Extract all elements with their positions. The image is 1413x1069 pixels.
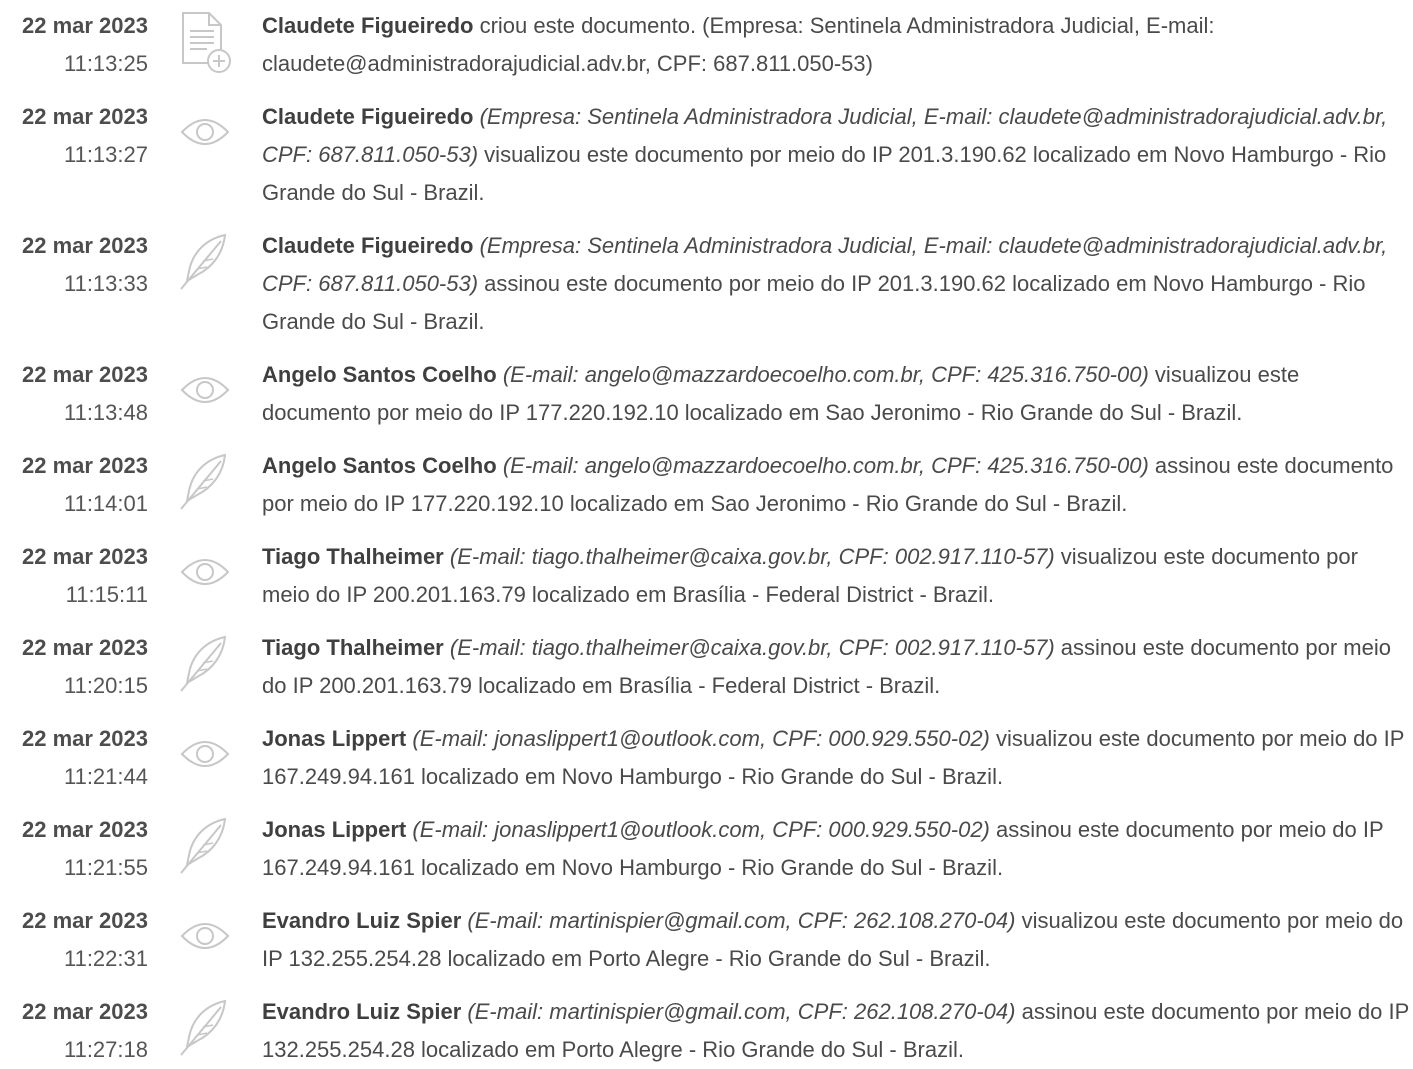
entry-text: [262, 720, 1413, 796]
signer-name: Evandro Luiz Spier: [262, 999, 462, 1024]
entry-action: assinou este documento por meio do IP 177.220.192.10 localizado em Sao Jeronimo - Rio Grande do Sul - Brazil.: [262, 453, 1394, 516]
signer-name: Claudete Figueiredo: [262, 233, 474, 258]
timestamp: [0, 538, 148, 614]
entry-action: visualizou este documento por meio do IP 201.3.190.62 localizado em Novo Hamburgo - Rio Grande do Sul - Brazil.: [262, 142, 1387, 205]
log-entry: [0, 7, 1413, 83]
entry-date: 22 mar 2023: [22, 362, 148, 387]
timestamp: [0, 98, 148, 174]
eye-icon: [148, 98, 262, 166]
signer-details: (E-mail: martinispier@gmail.com, CPF: 262.108.270-04): [467, 999, 1016, 1024]
entry-date: 22 mar 2023: [22, 817, 148, 842]
signer-name: Jonas Lippert: [262, 726, 407, 751]
entry-action: assinou este documento por meio do IP 167.249.94.161 localizado em Novo Hamburgo - Rio Grande do Sul - Brazil.: [262, 817, 1384, 880]
signer-name: Tiago Thalheimer: [262, 544, 444, 569]
entry-action: visualizou este documento por meio do IP 177.220.192.10 localizado em Sao Jeronimo - Rio Grande do Sul - Brazil.: [262, 362, 1300, 425]
log-entry: [0, 447, 1413, 523]
entry-time: 11:20:15: [63, 673, 148, 698]
log-entry: [0, 902, 1413, 978]
log-entry: [0, 720, 1413, 796]
signer-name: Angelo Santos Coelho: [262, 453, 497, 478]
entry-action: criou este documento. (Empresa: Sentinela Administradora Judicial, E-mail: claudete@administradorajudicial.adv.br, CPF: 687.811.050-53): [262, 13, 1215, 76]
entry-text: [262, 227, 1413, 341]
signer-name: Claudete Figueiredo: [262, 13, 474, 38]
entry-time: 11:13:48: [63, 400, 148, 425]
signer-name: Angelo Santos Coelho: [262, 362, 497, 387]
entry-date: 22 mar 2023: [22, 999, 148, 1024]
entry-time: 11:21:44: [63, 764, 148, 789]
entry-date: 22 mar 2023: [22, 908, 148, 933]
entry-time: 11:22:31: [63, 946, 148, 971]
signer-name: Tiago Thalheimer: [262, 635, 444, 660]
timestamp: [0, 993, 148, 1069]
entry-action: visualizou este documento por meio do IP 132.255.254.28 localizado em Porto Alegre - Rio Grande do Sul - Brazil.: [262, 908, 1404, 971]
signer-details: (E-mail: jonaslippert1@outlook.com, CPF: 000.929.550-02): [412, 726, 990, 751]
entry-date: 22 mar 2023: [22, 544, 148, 569]
signer-name: Evandro Luiz Spier: [262, 908, 462, 933]
signer-details: (E-mail: tiago.thalheimer@caixa.gov.br, CPF: 002.917.110-57): [449, 635, 1055, 660]
document-add-icon: [148, 7, 262, 75]
timestamp: [0, 7, 148, 83]
eye-icon: [148, 356, 262, 424]
entry-action: assinou este documento por meio do IP 132.255.254.28 localizado em Porto Alegre - Rio Grande do Sul - Brazil.: [262, 999, 1409, 1062]
signer-details: (E-mail: jonaslippert1@outlook.com, CPF: 000.929.550-02): [412, 817, 990, 842]
entry-action: assinou este documento por meio do IP 200.201.163.79 localizado em Brasília - Federal District - Brazil.: [262, 635, 1391, 698]
signer-name: Jonas Lippert: [262, 817, 407, 842]
timestamp: [0, 811, 148, 887]
log-entry: [0, 538, 1413, 614]
entry-text: [262, 98, 1413, 212]
entry-text: [262, 629, 1413, 705]
log-entry: [0, 629, 1413, 705]
eye-icon: [148, 538, 262, 606]
entry-text: [262, 993, 1413, 1069]
entry-time: 11:13:33: [63, 271, 148, 296]
entry-date: 22 mar 2023: [22, 635, 148, 660]
eye-icon: [148, 720, 262, 788]
entry-action: visualizou este documento por meio do IP 167.249.94.161 localizado em Novo Hamburgo - Rio Grande do Sul - Brazil.: [262, 726, 1405, 789]
entry-date: 22 mar 2023: [22, 453, 148, 478]
entry-action: assinou este documento por meio do IP 201.3.190.62 localizado em Novo Hamburgo - Rio Grande do Sul - Brazil.: [262, 271, 1366, 334]
entry-date: 22 mar 2023: [22, 13, 148, 38]
feather-icon: [148, 227, 262, 295]
entry-date: 22 mar 2023: [22, 233, 148, 258]
entry-text: [262, 7, 1413, 83]
eye-icon: [148, 902, 262, 970]
log-entry: [0, 811, 1413, 887]
entry-text: [262, 447, 1413, 523]
signer-name: Claudete Figueiredo: [262, 104, 474, 129]
signer-details: (E-mail: tiago.thalheimer@caixa.gov.br, CPF: 002.917.110-57): [449, 544, 1055, 569]
entry-time: 11:13:27: [63, 142, 148, 167]
log-entry: [0, 356, 1413, 432]
feather-icon: [148, 811, 262, 879]
log-entry: [0, 993, 1413, 1069]
signer-details: (Empresa: Sentinela Administradora Judicial, E-mail: claudete@administradorajudicial.adv.br, CPF: 687.811.050-53): [262, 233, 1388, 296]
timestamp: [0, 902, 148, 978]
entry-time: 11:13:25: [63, 51, 148, 76]
entry-date: 22 mar 2023: [22, 726, 148, 751]
entry-text: [262, 356, 1413, 432]
entry-time: 11:15:11: [65, 582, 148, 607]
entry-text: [262, 902, 1413, 978]
entry-action: visualizou este documento por meio do IP 200.201.163.79 localizado em Brasília - Federal District - Brazil.: [262, 544, 1358, 607]
timestamp: [0, 720, 148, 796]
entry-text: [262, 811, 1413, 887]
entry-text: [262, 538, 1413, 614]
signer-details: (E-mail: martinispier@gmail.com, CPF: 262.108.270-04): [467, 908, 1016, 933]
feather-icon: [148, 447, 262, 515]
feather-icon: [148, 629, 262, 697]
timestamp: [0, 629, 148, 705]
signer-details: (E-mail: angelo@mazzardoecoelho.com.br, CPF: 425.316.750-00): [502, 362, 1149, 387]
timestamp: [0, 447, 148, 523]
signer-details: (Empresa: Sentinela Administradora Judicial, E-mail: claudete@administradorajudicial.adv.br, CPF: 687.811.050-53): [262, 104, 1388, 167]
entry-time: 11:14:01: [63, 491, 148, 516]
entry-date: 22 mar 2023: [22, 104, 148, 129]
feather-icon: [148, 993, 262, 1061]
timestamp: [0, 356, 148, 432]
timestamp: [0, 227, 148, 303]
entry-time: 11:21:55: [63, 855, 148, 880]
entry-time: 11:27:18: [63, 1037, 148, 1062]
log-entry: [0, 98, 1413, 212]
log-entry: [0, 227, 1413, 341]
signer-details: (E-mail: angelo@mazzardoecoelho.com.br, CPF: 425.316.750-00): [502, 453, 1149, 478]
